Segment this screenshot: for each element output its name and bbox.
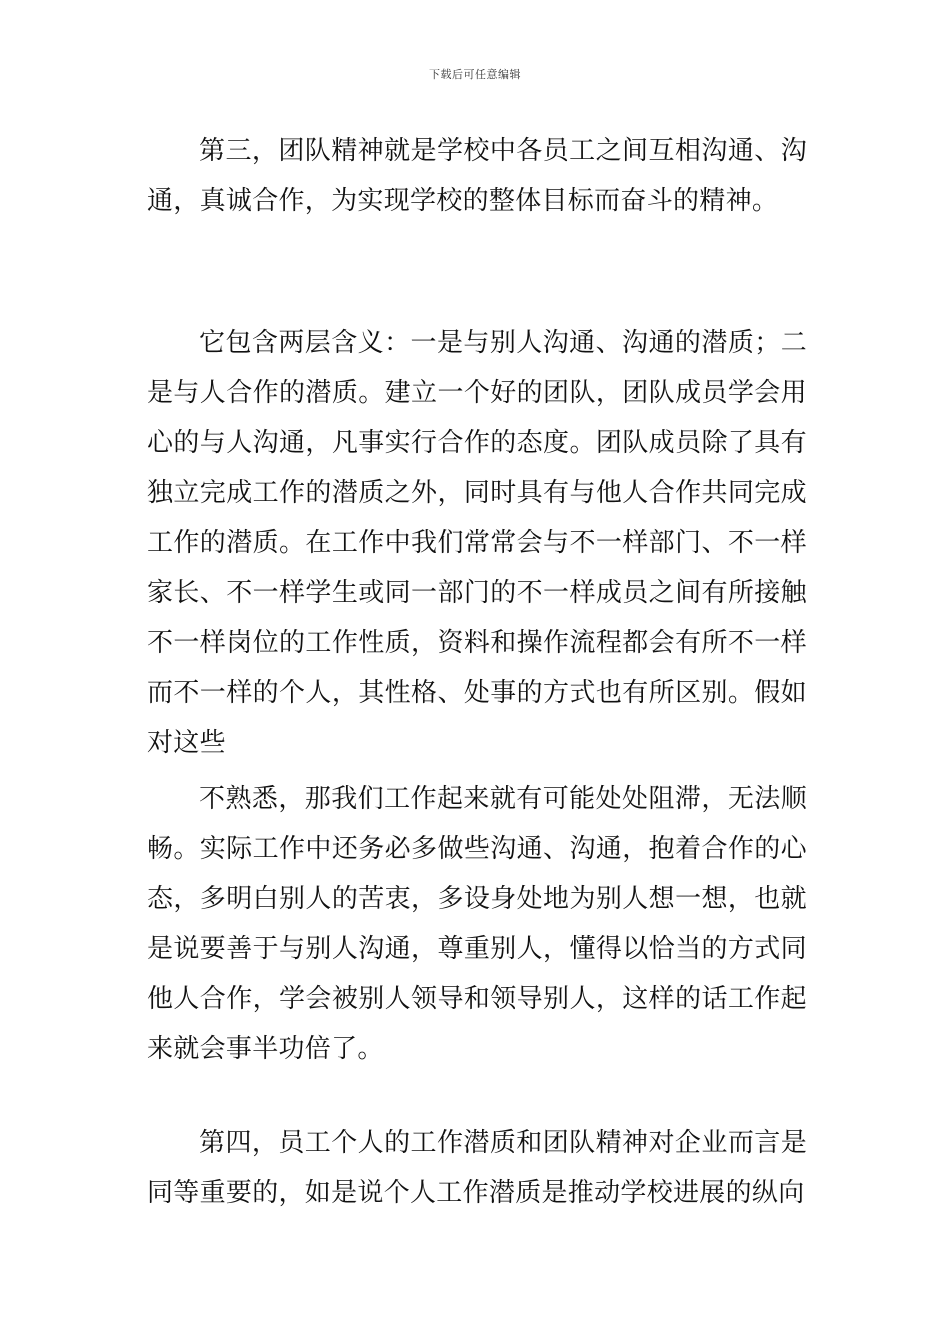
paragraph-fourth-point: 第四，员工个人的工作潜质和团队精神对企业而言是同等重要的，如是说个人工作潜质是推动学校进展的纵向 bbox=[147, 1128, 807, 1208]
paragraph-third-point: 第三，团队精神就是学校中各员工之间互相沟通、沟通，真诚合作，为实现学校的整体目标而奋斗的精神。 bbox=[147, 136, 807, 216]
paragraph-two-meanings: 它包含两层含义：一是与别人沟通、沟通的潜质；二是与人合作的潜质。建立一个好的团队，团队成员学会用心的与人沟通，凡事实行合作的态度。团队成员除了具有独立完成工作的潜质之外，同时具有与他人合作共同完成工作的潜质。在工作中我们常常会与不一样部门、不一样家长、不一样学生或同一部门的不一样成员之间有所接触不一样岗位的工作性质，资料和操作流程都会有所不一样而不一样的个人，其性格、处事的方式也有所区别。假如对这些 bbox=[147, 328, 807, 758]
page-header-note: 下载后可任意编辑 bbox=[429, 68, 521, 81]
paragraph-unfamiliar: 不熟悉，那我们工作起来就有可能处处阻滞，无法顺畅。实际工作中还务必多做些沟通、沟通，抱着合作的心态，多明白别人的苦衷，多设身处地为别人想一想，也就是说要善于与别人沟通，尊重别人，懂得以恰当的方式同他人合作，学会被别人领导和领导别人，这样的话工作起来就会事半功倍了。 bbox=[147, 784, 807, 1064]
